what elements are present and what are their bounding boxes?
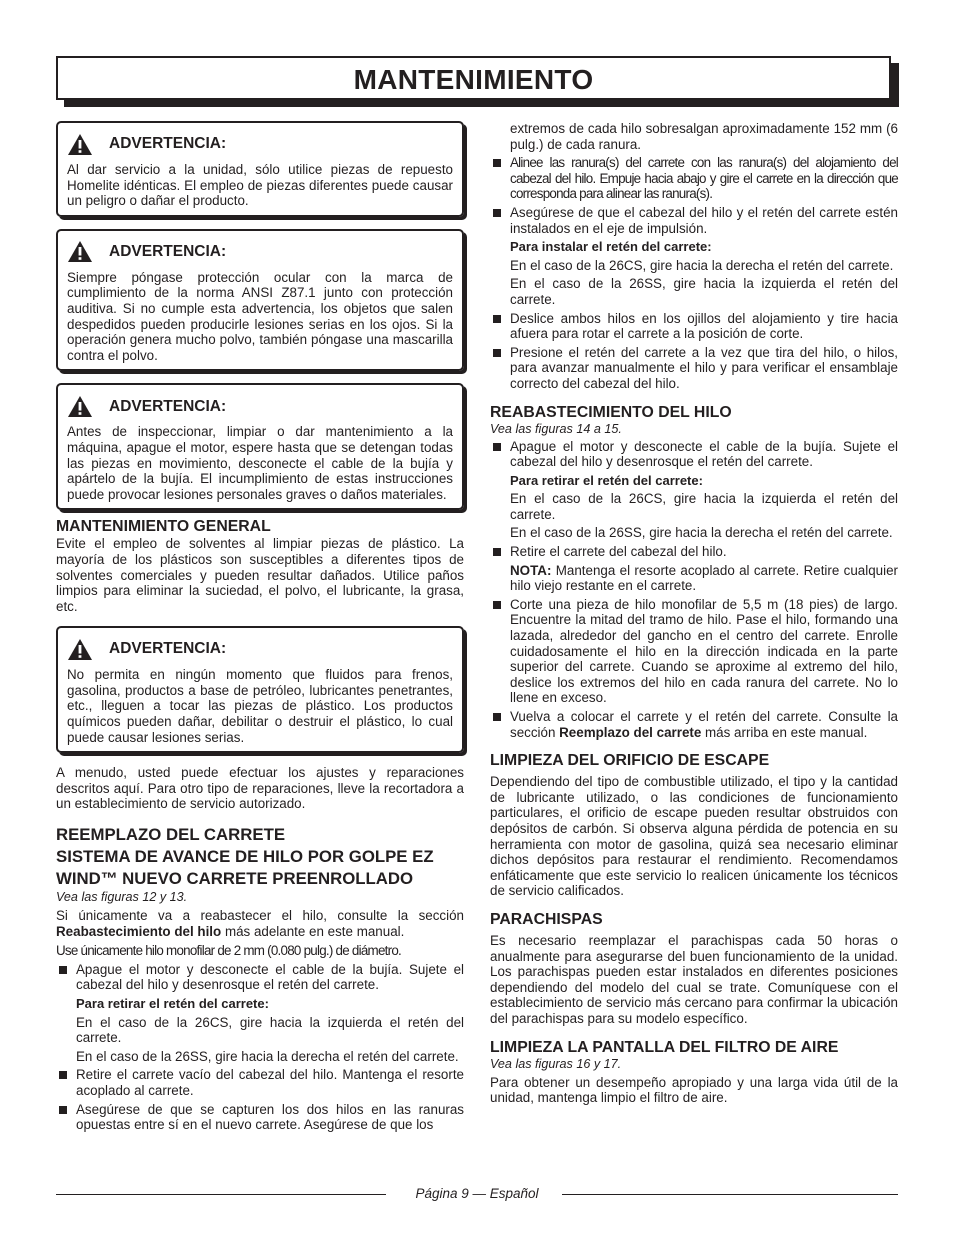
- spool-intro: [56, 908, 464, 939]
- exhaust-heading: LIMPIEZA DEL ORIFICIO DE ESCAPE: [490, 752, 770, 770]
- refill-steps: [490, 597, 898, 740]
- spool-heading-line1: REEMPLAZO DEL CARRETE: [56, 825, 286, 845]
- air-filter-see-figures: Vea las figuras 16 y 17.: [490, 1056, 622, 1071]
- spool-step-continued: extremos de cada hilo sobresalgan aproximadamente 152 mm (6 pulg.) de cada ranura.: [510, 121, 898, 152]
- install-retainer-ss: En el caso de la 26SS, gire hacia la izquierda el retén del carrete.: [510, 276, 898, 307]
- list-item: Presione el retén del carrete a la vez que tira del hilo, o hilos, para avanzar manualmente el hilo y para verificar el ensamblaje correcto del cabezal del hilo.: [490, 345, 898, 392]
- refill-steps: [490, 439, 898, 470]
- warning-text: No permita en ningún momento que fluidos para frenos, gasolina, productos a base de petróleo, lubricantes penetrantes, etc., lleguen a tocar las piezas de plástico. Los productos químicos pueden dañar, debilitar o destruir el plástico, lo cual puede causar lesiones serias.: [67, 667, 453, 745]
- title-banner: [56, 56, 891, 100]
- list-item: Corte una pieza de hilo monofilar de 5,5 m (18 pies) de largo. Encuentre la mitad del tramo de hilo. Pase el hilo, formando una lazada, alrededor del gancho en el centro del carrete. Enrolle cuidadosamente el hilo en la dirección indicada en la parte superior del carrete. Cuando se aproxime al extremo del hilo, deslice los extremos del hilo en cada ranura del carrete. No lo llene en exceso.: [490, 597, 898, 706]
- note-label: NOTA:: [510, 562, 552, 578]
- warning-text: Siempre póngase protección ocular con la marca de cumplimiento de la norma ANSI Z87.1 junto con protección auditiva. Si no cumple esta advertencia, los objetos que salen despedidos pueden producirle lesiones serias en los ojos. Si la operación genera mucho polvo, también póngase una mascarilla contra el polvo.: [67, 269, 453, 363]
- install-retainer-label: Para instalar el retén del carrete:: [510, 239, 712, 255]
- general-maintenance-text: Evite el empleo de solventes al limpiar piezas de plástico. La mayoría de los plásticos son susceptibles a diferentes tipos de solventes comerciales y pueden resultar dañados. Utilice paños limpios para eliminar la suciedad, el polvo, el lubricante, la grasa, etc.: [56, 536, 464, 614]
- spool-steps: [56, 1067, 464, 1132]
- spool-see-figures: Vea las figuras 12 y 13.: [56, 890, 188, 905]
- list-item: Apague el motor y desconecte el cable de la bujía. Sujete el cabezal del hilo y desenrosque el retén del carrete.: [490, 439, 898, 470]
- warning-box-eye-protection: [56, 229, 464, 372]
- page-title: MANTENIMIENTO: [353, 64, 594, 95]
- refill-b4-text-end: más arriba en este manual.: [705, 724, 868, 740]
- page-number: Página 9 — Español: [415, 1186, 539, 1201]
- service-note: A menudo, usted puede efectuar los ajustes y reparaciones descritos aquí. Para otro tipo de reparaciones, lleve la recortadora a un establecimiento de servicio autorizado.: [56, 765, 464, 812]
- warning-title: ADVERTENCIA:: [109, 397, 227, 415]
- refill-heading: REABASTECIMIENTO DEL HILO: [490, 403, 732, 421]
- warning-triangle-icon: [67, 638, 93, 661]
- warning-box-inspection: [56, 383, 464, 510]
- refill-b4-text: Vuelva a colocar el carrete y el retén del carrete. Consulte la sección: [510, 709, 898, 740]
- spool-line-note: Use únicamente hilo monofilar de 2 mm (0.080 pulg.) de diámetro.: [56, 943, 401, 959]
- warning-box-parts: [56, 121, 464, 217]
- warning-triangle-icon: [67, 240, 93, 263]
- list-item: Asegúrese de que el cabezal del hilo y el retén del carrete estén instalados en el eje de impulsión.: [490, 205, 898, 236]
- install-retainer-cs: En el caso de la 26CS, gire hacia la derecha el retén del carrete.: [510, 257, 894, 273]
- list-item: Deslice ambos hilos en los ojillos del alojamiento y tire hacia afuera para rotar el carrete a la posición de corte.: [490, 311, 898, 342]
- list-item: Asegúrese de que se capturen los dos hilos en las ranuras opuestas entre sí en el nuevo carrete. Asegúrese de que los: [56, 1102, 464, 1133]
- spool-heading-line2: SISTEMA DE AVANCE DE HILO POR GOLPE EZ WIND™ NUEVO CARRETE PREENROLLADO: [56, 847, 434, 889]
- spool-heading: [56, 824, 464, 890]
- warning-box-chemicals: [56, 626, 464, 753]
- warning-triangle-icon: [67, 395, 93, 418]
- spool-steps: [490, 155, 898, 236]
- list-item: Retire el carrete vacío del cabezal del hilo. Mantenga el resorte acoplado al carrete.: [56, 1067, 464, 1098]
- exhaust-text: Dependiendo del tipo de combustible utilizado, el tipo y la cantidad de lubricante utilizado, o las condiciones de funcionamiento particulares, el orificio de escape pueden resultar obstruidos con depósitos de carbón. Si observa alguna pérdida de potencia en su herramienta con motor de gasolina, quizá sea necesario eliminar dichos depósitos para restaurar el rendimiento. Recomendamos enfáticamente que este servicio lo realicen únicamente los técnicos de servicio calificados.: [490, 774, 898, 899]
- right-column: [490, 121, 898, 1106]
- warning-text: Antes de inspeccionar, limpiar o dar mantenimiento a la máquina, apague el motor, espere hasta que se detengan todas las piezas en movimiento, desconecte el cable de la bujía y apártelo de la bujía. El incumplimiento de estas instrucciones puede provocar lesiones personales graves o daños materiales.: [67, 424, 453, 502]
- warning-title: ADVERTENCIA:: [109, 640, 227, 658]
- warning-text: Al dar servicio a la unidad, sólo utilice piezas de repuesto Homelite idénticas. El empleo de piezas diferentes puede causar un peligro o dañar el producto.: [67, 162, 453, 209]
- warning-title: ADVERTENCIA:: [109, 242, 227, 260]
- refill-note: [490, 563, 898, 594]
- spark-arrestor-text: Es necesario reemplazar el parachispas cada 50 horas o anualmente para asegurarse del buen funcionamiento de la unidad. Los parachispas pueden estar instalados en diferentes posiciones dependiendo del modelo del cual se trate. Comuníquese con el establecimiento de servicio más cercano para confirmar la ubicación del parachispas para su modelo específico.: [490, 932, 898, 1026]
- note-text: Mantenga el resorte acoplado al carrete. Retire cualquier hilo viejo restante en el carrete.: [510, 562, 898, 594]
- remove-retainer-label: Para retirar el retén del carrete:: [76, 996, 269, 1011]
- spool-intro-link: Reabastecimiento del hilo: [56, 923, 222, 939]
- list-item: Apague el motor y desconecte el cable de la bujía. Sujete el cabezal del hilo y desenrosque el retén del carrete.: [56, 962, 464, 993]
- page-footer: [56, 1184, 898, 1204]
- refill-see-figures: Vea las figuras 14 a 15.: [490, 421, 622, 436]
- refill-remove-ss: En el caso de la 26SS, gire hacia la derecha el retén del carrete.: [510, 525, 893, 541]
- refill-b4-link: Reemplazo del carrete: [559, 724, 702, 740]
- air-filter-heading: LIMPIEZA LA PANTALLA DEL FILTRO DE AIRE: [490, 1038, 839, 1056]
- refill-remove-cs: En el caso de la 26CS, gire hacia la izquierda el retén del carrete.: [510, 491, 898, 522]
- remove-retainer-ss: En el caso de la 26SS, gire hacia la derecha el retén del carrete.: [76, 1048, 459, 1064]
- warning-title: ADVERTENCIA:: [109, 135, 227, 153]
- spool-steps: [490, 311, 898, 392]
- refill-steps: [490, 544, 898, 560]
- list-item: [490, 709, 898, 740]
- list-item: Alinee las ranura(s) del carrete con las ranura(s) del alojamiento del cabezal del hilo. Empuje hacia abajo y gire el carrete en la dirección que corresponda para alinear las ranura(s).: [490, 155, 898, 202]
- spark-arrestor-heading: PARACHISPAS: [490, 910, 603, 928]
- spool-steps: [56, 962, 464, 993]
- remove-retainer-cs: En el caso de la 26CS, gire hacia la izquierda el retén del carrete.: [76, 1014, 464, 1046]
- left-column: [56, 121, 464, 1133]
- air-filter-text: Para obtener un desempeño apropiado y una larga vida útil de la unidad, mantenga limpio el filtro de aire.: [490, 1074, 898, 1106]
- spool-intro-text: Si únicamente va a reabastecer el hilo, consulte la sección: [56, 908, 464, 924]
- general-maintenance-heading: MANTENIMIENTO GENERAL: [56, 518, 271, 536]
- warning-triangle-icon: [67, 133, 93, 156]
- refill-remove-label: Para retirar el retén del carrete:: [510, 472, 703, 488]
- list-item: Retire el carrete del cabezal del hilo.: [490, 544, 898, 560]
- spool-intro-text-end: más adelante en este manual.: [224, 923, 405, 939]
